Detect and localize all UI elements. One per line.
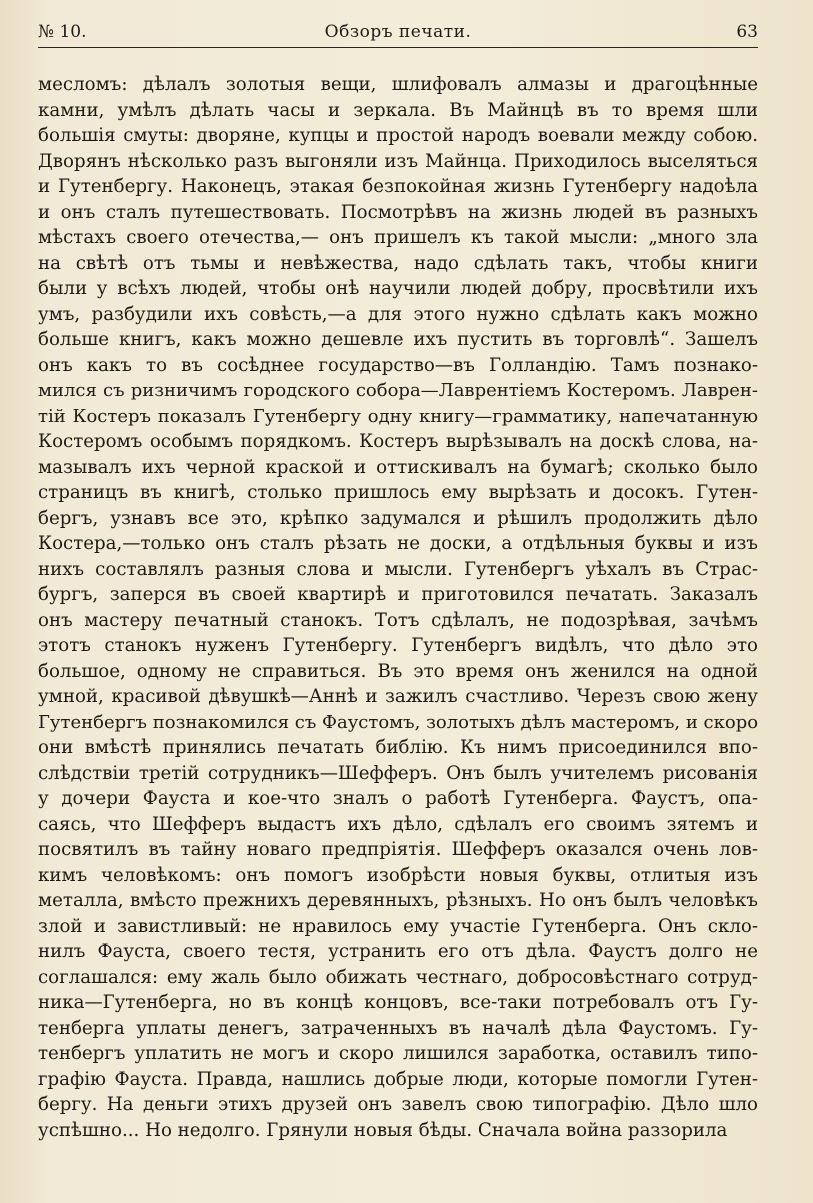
running-header <box>38 22 758 48</box>
text-line: ника—Гутенберга, но въ концѣ концовъ, все-таки потребовалъ отъ Гу- <box>38 992 758 1013</box>
text-line: Костеромъ особымъ порядкомъ. Костеръ вырѣзывалъ на доскѣ слова, на- <box>38 431 758 452</box>
text-line: кимъ человѣкомъ: онъ помогъ изобрѣсти новыя буквы, отлитыя изъ <box>38 864 758 886</box>
text-line: они вмѣстѣ принялись печатать библію. Къ нимъ присоединился впо- <box>38 737 758 758</box>
issue-number: № 10. <box>38 22 87 42</box>
text-line: мѣстахъ своего отечества,— онъ пришелъ къ такой мысли: „много зла <box>38 227 758 248</box>
text-line: саясь, что Шефферъ выдастъ ихъ дѣло, сдѣлалъ его своимъ зятемъ и <box>38 813 758 835</box>
text-line: нихъ составлялъ разныя слова и мысли. Гутенбергъ уѣхалъ въ Страс- <box>38 558 758 580</box>
text-line: графію Фауста. Правда, нашлись добрые люди, которые помогли Гутен- <box>38 1068 758 1090</box>
text-line: слѣдствіи третій сотрудникъ—Шефферъ. Онъ былъ учителемъ рисованія <box>38 762 758 784</box>
text-line: страницъ въ книгѣ, столько пришлось ему вырѣзать и досокъ. Гутен- <box>38 482 758 503</box>
text-line: онъ какъ то въ сосѣднее государство—въ Голландію. Тамъ познако- <box>38 354 758 376</box>
text-line: злой и завистливый: не нравилось ему участіе Гутенберга. Онъ скло- <box>38 915 758 937</box>
text-line: успѣшно... Но недолго. Грянули новыя бѣды. Сначала война раззорила <box>38 1119 728 1141</box>
text-line: соглашался: ему жаль было обижать честнаго, добросовѣстнаго сотруд- <box>38 966 758 988</box>
page-number: 63 <box>736 22 758 42</box>
text-line: умной, красивой дѣвушкѣ—Аннѣ и зажилъ счастливо. Черезъ свою жену <box>38 686 758 707</box>
header-rule <box>38 47 758 48</box>
text-line: бургъ, заперся въ своей квартирѣ и приготовился печатать. Заказалъ <box>38 584 758 605</box>
text-line: мазывалъ ихъ черной краской и оттискивалъ на бумагѣ; сколько было <box>38 456 758 478</box>
text-line: нилъ Фауста, своего тестя, устранить его отъ дѣла. Фаустъ долго не <box>38 941 758 962</box>
text-line: умъ, разбудили ихъ совѣсть,—а для этого нужно сдѣлать какъ можно <box>38 303 758 325</box>
text-line: камни, умѣлъ дѣлать часы и зеркала. Въ Майнцѣ въ то время шли <box>38 99 758 121</box>
text-line: бергу. На деньги этихъ друзей онъ завелъ свою типографію. Дѣло шло <box>38 1094 758 1115</box>
text-line: Гутенбергъ познакомился съ Фаустомъ, золотыхъ дѣлъ мастеромъ, и скоро <box>38 711 758 733</box>
text-line: большое, одному не справиться. Въ это время онъ женился на одной <box>38 660 758 682</box>
running-title: Обзоръ печати. <box>324 22 472 42</box>
text-line: посвятилъ въ тайну новаго предпріятія. Шефферъ оказался очень лов- <box>38 839 758 860</box>
text-line: этотъ станокъ нуженъ Гутенбергу. Гутенбергъ видѣлъ, что дѣло это <box>38 635 758 656</box>
text-line: у дочери Фауста и кое-что зналъ о работѣ Гутенберга. Фаустъ, опа- <box>38 788 758 809</box>
text-line: Костера,—только онъ сталъ рѣзать не доски, а отдѣльныя буквы и изъ <box>38 533 758 554</box>
text-line: мился съ ризничимъ городского собора—Лаврентіемъ Костеромъ. Лаврен- <box>38 380 758 401</box>
text-line: были у всѣхъ людей, чтобы онѣ научили людей добру, просвѣтили ихъ <box>38 278 758 299</box>
text-line: бергъ, узнавъ все это, крѣпко задумался и рѣшилъ продолжить дѣло <box>38 507 758 529</box>
text-line: месломъ: дѣлалъ золотыя вещи, шлифовалъ алмазы и драгоцѣнные <box>38 74 758 95</box>
text-line: Дворянъ нѣсколько разъ выгоняли изъ Майнца. Приходилось выселяться <box>38 150 758 172</box>
text-line: на свѣтѣ отъ тьмы и невѣжества, надо сдѣлать такъ, чтобы книги <box>38 252 758 274</box>
text-line: больше книгъ, какъ можно дешевле ихъ пустить въ торговлѣ“. Зашелъ <box>38 329 758 350</box>
text-line: тій Костеръ показалъ Гутенбергу одну книгу—грамматику, напечатанную <box>38 405 758 427</box>
text-line: тенберга уплаты денегъ, затраченныхъ въ началѣ дѣла Фаустомъ. Гу- <box>38 1017 758 1039</box>
text-line: большія смуты: дворяне, купцы и простой народъ воевали между собою. <box>38 125 758 146</box>
body-text <box>38 72 758 1143</box>
text-line: и онъ сталъ путешествовать. Посмотрѣвъ на жизнь людей въ разныхъ <box>38 201 758 223</box>
text-line: и Гутенбергу. Наконецъ, этакая безпокойная жизнь Гутенбергу надоѣла <box>38 176 758 197</box>
text-line: тенбергъ уплатить не могъ и скоро лишился заработка, оставилъ типо- <box>38 1043 758 1064</box>
text-line: онъ мастеру печатный станокъ. Тотъ сдѣлалъ, не подозрѣвая, зачѣмъ <box>38 609 758 631</box>
text-line: металла, вмѣсто прежнихъ деревянныхъ, рѣзныхъ. Но онъ былъ человѣкъ <box>38 890 758 911</box>
